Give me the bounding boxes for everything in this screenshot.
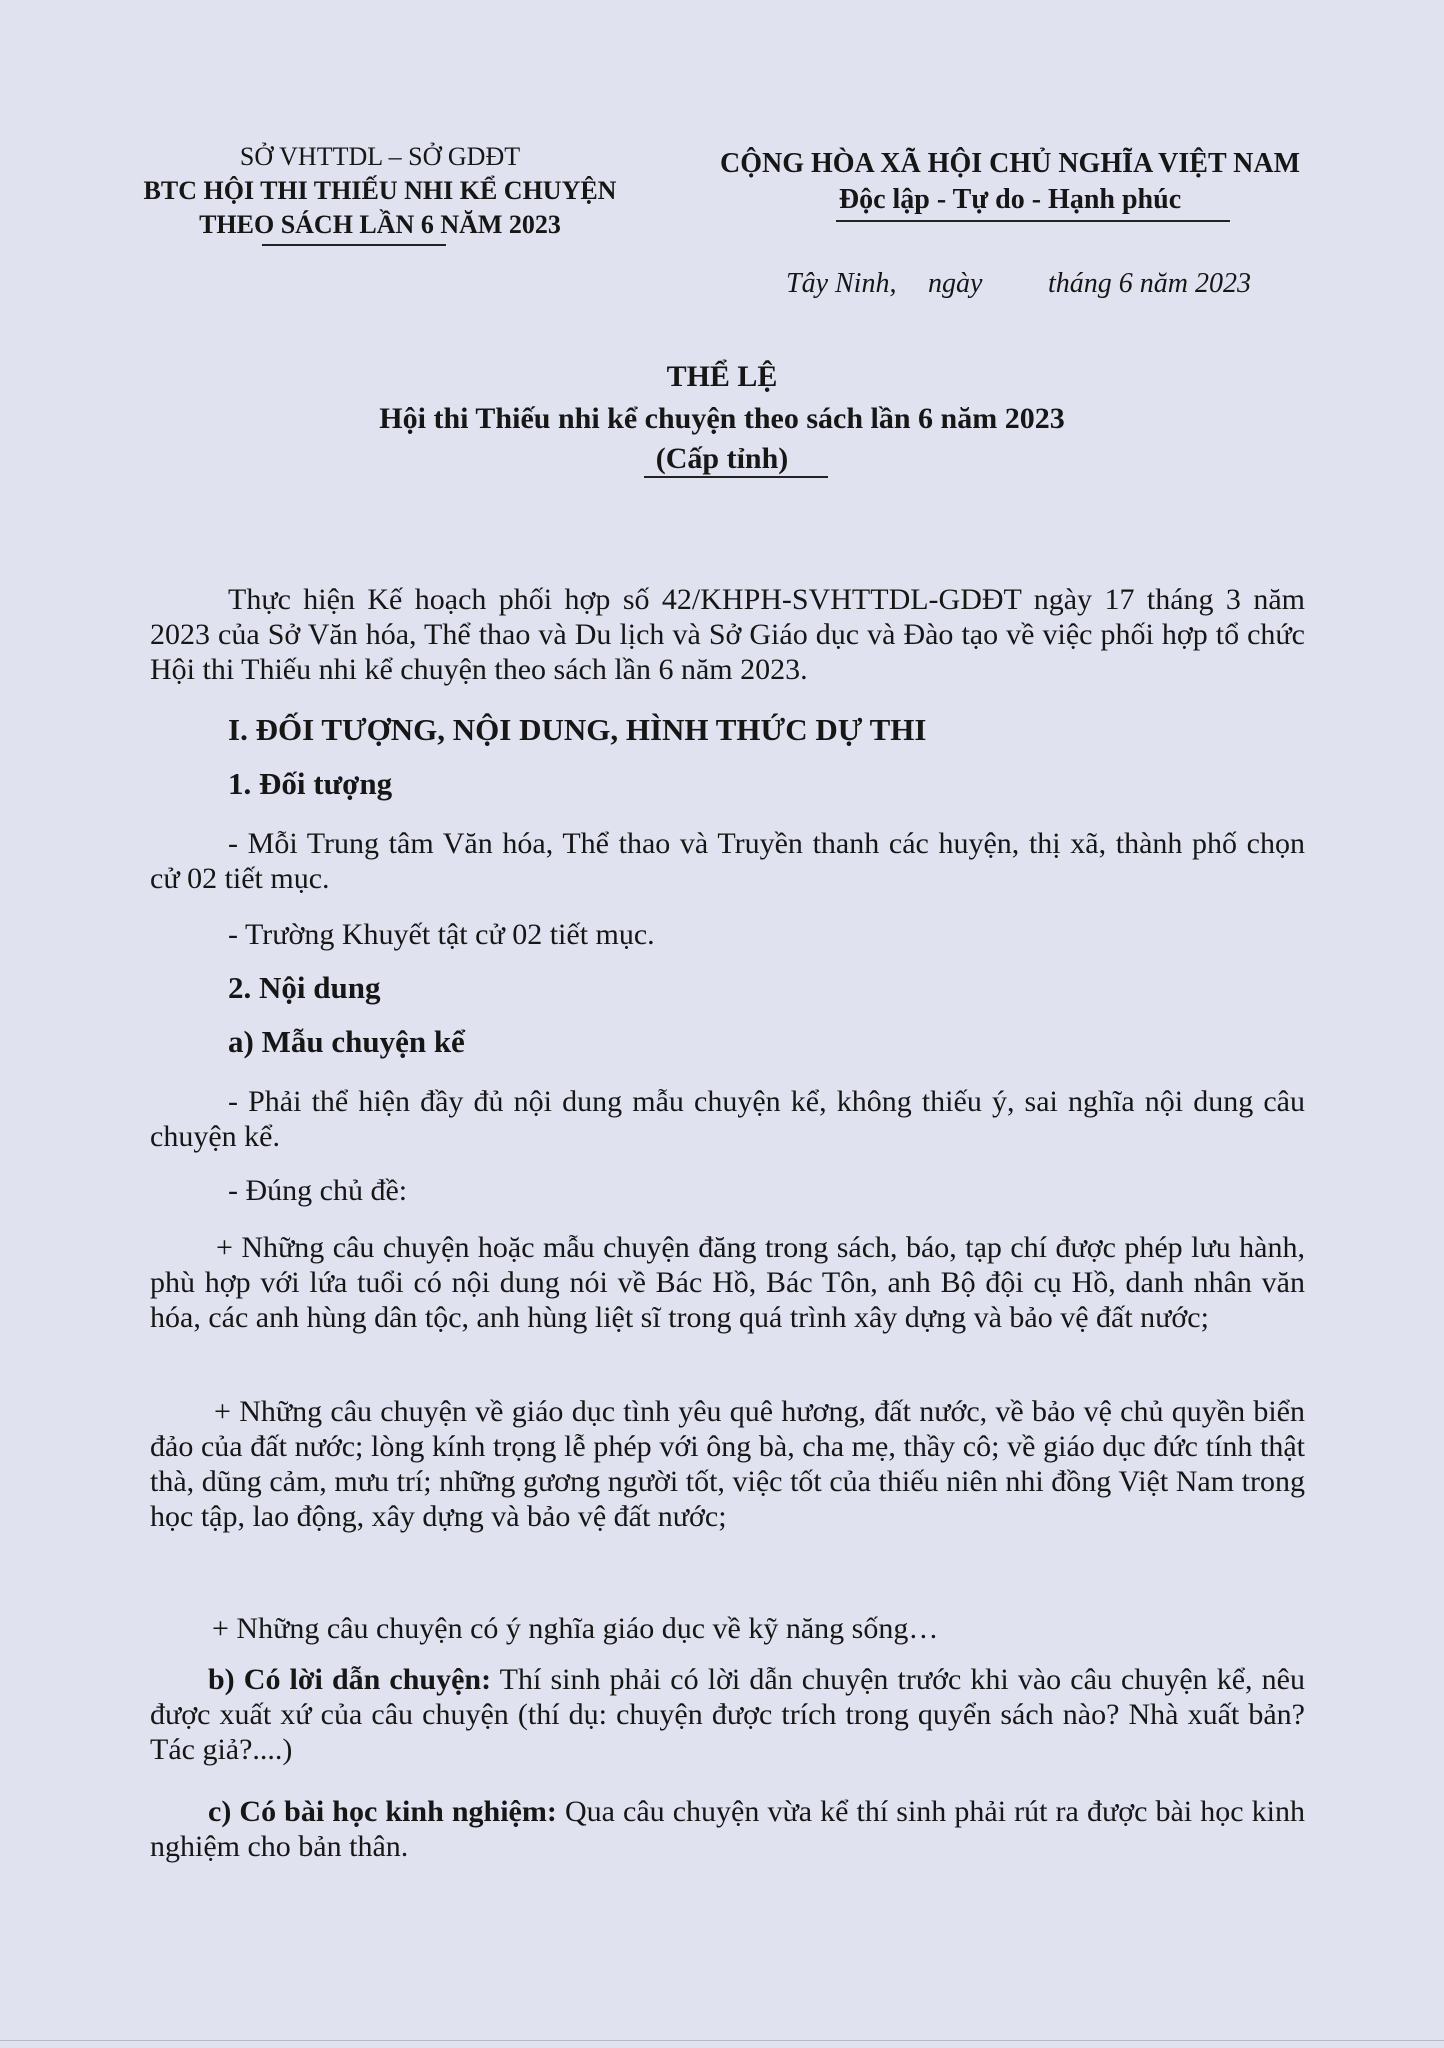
subsection-1-heading: 1. Đối tượng — [228, 766, 393, 801]
issuer-line-1: SỞ VHTTDL – SỞ GDĐT — [239, 142, 521, 171]
target-item-2: - Trường Khuyết tật cử 02 tiết mục. — [228, 918, 655, 951]
story-item-1: - Phải thể hiện đầy đủ nội dung mẫu chuyện kể, không thiếu ý, sai nghĩa nội dung câu chuyện kể. — [150, 1085, 1305, 1153]
lesson-label: c) Có bài học kinh nghiệm: — [208, 1795, 557, 1828]
narration-text: Thí sinh phải có lời dẫn chuyện trước khi vào câu chuyện kể, nêu được xuất xứ của câu chuyện (thí dụ: chuyện được trích trong quyển sách nào? Nhà xuất bản? Tác giả?....) — [150, 1663, 1305, 1766]
document-level: (Cấp tỉnh) — [655, 442, 789, 475]
issuer-underline — [262, 244, 446, 246]
topic-plus-3: + Những câu chuyện có ý nghĩa giáo dục về kỹ năng sống… — [212, 1612, 939, 1645]
target-item-1: - Mỗi Trung tâm Văn hóa, Thể thao và Truyền thanh các huyện, thị xã, thành phố chọn cử 02 tiết mục. — [150, 827, 1305, 895]
topic-plus-2: + Những câu chuyện về giáo dục tình yêu quê hương, đất nước, về bảo vệ chủ quyền biển đảo của đất nước; lòng kính trọng lễ phép với ông bà, cha mẹ, thầy cô; về giáo dục đức tính thật thà, dũng cảm, mưu trí; những gương người tốt, việc tốt của thiếu niên nhi đồng Việt Nam trong học tập, lao động, xây dựng và bảo vệ đất nước; — [150, 1395, 1305, 1533]
title-underline — [644, 476, 828, 478]
country-name: CỘNG HÒA XÃ HỘI CHỦ NGHĨA VIỆT NAM — [719, 148, 1301, 179]
motto-underline — [836, 220, 1230, 222]
issuer-line-2: BTC HỘI THI THIẾU NHI KỂ CHUYỆN — [143, 176, 617, 205]
topic-plus-1: + Những câu chuyện hoặc mẫu chuyện đăng trong sách, báo, tạp chí được phép lưu hành, phù hợp với lứa tuổi có nội dung nói về Bác Hồ, Bác Tôn, anh Bộ đội cụ Hồ, danh nhân văn hóa, các anh hùng dân tộc, anh hùng liệt sĩ trong quá trình xây dựng và bảo vệ đất nước; — [150, 1231, 1305, 1334]
country-motto: Độc lập - Tự do - Hạnh phúc — [838, 184, 1182, 215]
scan-edge-line — [0, 2040, 1444, 2041]
issuer-line-3: THEO SÁCH LẦN 6 NĂM 2023 — [199, 210, 561, 239]
lesson-text: Qua câu chuyện vừa kể thí sinh phải rút ra được bài học kinh nghiệm cho bản thân. — [150, 1795, 1305, 1863]
date-day-label: ngày — [928, 268, 983, 299]
subsection-2a-heading: a) Mẫu chuyện kể — [228, 1024, 465, 1059]
story-item-2: - Đúng chủ đề: — [228, 1174, 408, 1207]
document-title: THỂ LỆ — [666, 360, 778, 393]
section-1-heading: I. ĐỐI TƯỢNG, NỘI DUNG, HÌNH THỨC DỰ THI — [228, 712, 927, 747]
date-place: Tây Ninh, — [786, 268, 897, 299]
date-month-year: tháng 6 năm 2023 — [1048, 268, 1251, 299]
lesson-paragraph — [150, 1794, 1305, 1864]
narration-label: b) Có lời dẫn chuyện: — [208, 1663, 492, 1696]
subsection-2-heading: 2. Nội dung — [228, 970, 381, 1005]
narration-paragraph — [150, 1662, 1305, 1767]
intro-paragraph: Thực hiện Kế hoạch phối hợp số 42/KHPH-SVHTTDL-GDĐT ngày 17 tháng 3 năm 2023 của Sở Văn hóa, Thể thao và Du lịch và Sở Giáo dục và Đào tạo về việc phối hợp tổ chức Hội thi Thiếu nhi kể chuyện theo sách lần 6 năm 2023. — [150, 583, 1305, 686]
document-subtitle: Hội thi Thiếu nhi kể chuyện theo sách lần 6 năm 2023 — [379, 402, 1065, 435]
